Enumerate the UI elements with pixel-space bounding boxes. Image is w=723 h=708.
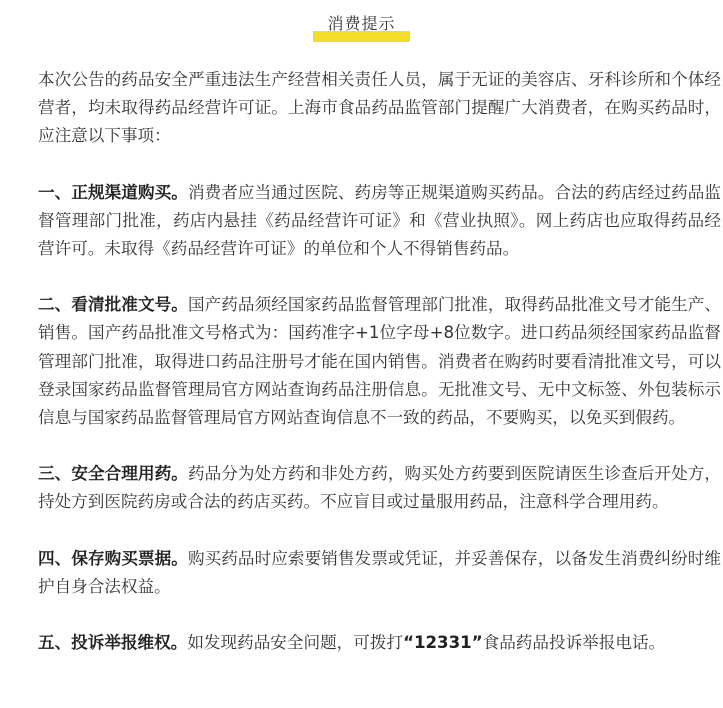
notice-item-2 bbox=[38, 291, 721, 432]
notice-item-4-heading: 四、保存购买票据。 bbox=[38, 548, 188, 568]
notice-item-5-body-after: 食品药品投诉举报电话。 bbox=[482, 633, 666, 653]
title-section bbox=[0, 12, 723, 36]
notice-item-4 bbox=[38, 545, 721, 601]
notice-item-2-body: 国产药品须经国家药品监督管理部门批准，取得药品批准文号才能生产、销售。国产药品批准文号格式为：国药准字+1位字母+8位数字。进口药品须经国家药品监督管理部门批准，取得进口药品注册号才能在国内销售。消费者在购药时要看清批准文号，可以登录国家药品监督管理局官方网站查询药品注册信息。无批准文号、无中文标签、外包装标示信息与国家药品监督管理局官方网站查询信息不一致的药品，不要购买，以免买到假药。 bbox=[38, 295, 722, 428]
article-body bbox=[38, 66, 721, 685]
notice-item-5-body-before: 如发现药品安全问题，可拨打 bbox=[187, 633, 404, 653]
page-title-text: 消费提示 bbox=[327, 14, 396, 33]
page-title bbox=[313, 12, 409, 36]
notice-item-3-body: 药品分为处方药和非处方药，购买处方药要到医院请医生诊查后开处方，持处方到医院药房或合法的药店买药。不应盲目或过量服用药品，注意科学合理用药。 bbox=[38, 464, 722, 512]
intro-paragraph: 本次公告的药品安全严重违法生产经营相关责任人员，属于无证的美容店、牙科诊所和个体经营者，均未取得药品经营许可证。上海市食品药品监管部门提醒广大消费者，在购买药品时，应注意以下事项： bbox=[38, 70, 721, 146]
notice-item-4-body: 购买药品时应索要销售发票或凭证，并妥善保存，以备发生消费纠纷时维护自身合法权益。 bbox=[38, 548, 722, 596]
notice-item-5-heading: 五、投诉举报维权。 bbox=[38, 633, 188, 653]
notice-item-1-body: 消费者应当通过医院、药房等正规渠道购买药品。合法的药店经过药品监督管理部门批准，药店内悬挂《药品经营许可证》和《营业执照》。网上药店也应取得药品经营许可。未取得《药品经营许可证》的单位和个人不得销售药品。 bbox=[38, 182, 722, 259]
notice-item-2-heading: 二、看清批准文号。 bbox=[38, 295, 188, 315]
notice-item-3 bbox=[38, 460, 721, 516]
notice-item-3-heading: 三、安全合理用药。 bbox=[38, 464, 188, 484]
notice-item-1-heading: 一、正规渠道购买。 bbox=[38, 182, 188, 202]
notice-item-1 bbox=[38, 179, 721, 264]
complaint-hotline-number: “12331” bbox=[403, 633, 483, 653]
notice-item-5 bbox=[38, 629, 721, 657]
